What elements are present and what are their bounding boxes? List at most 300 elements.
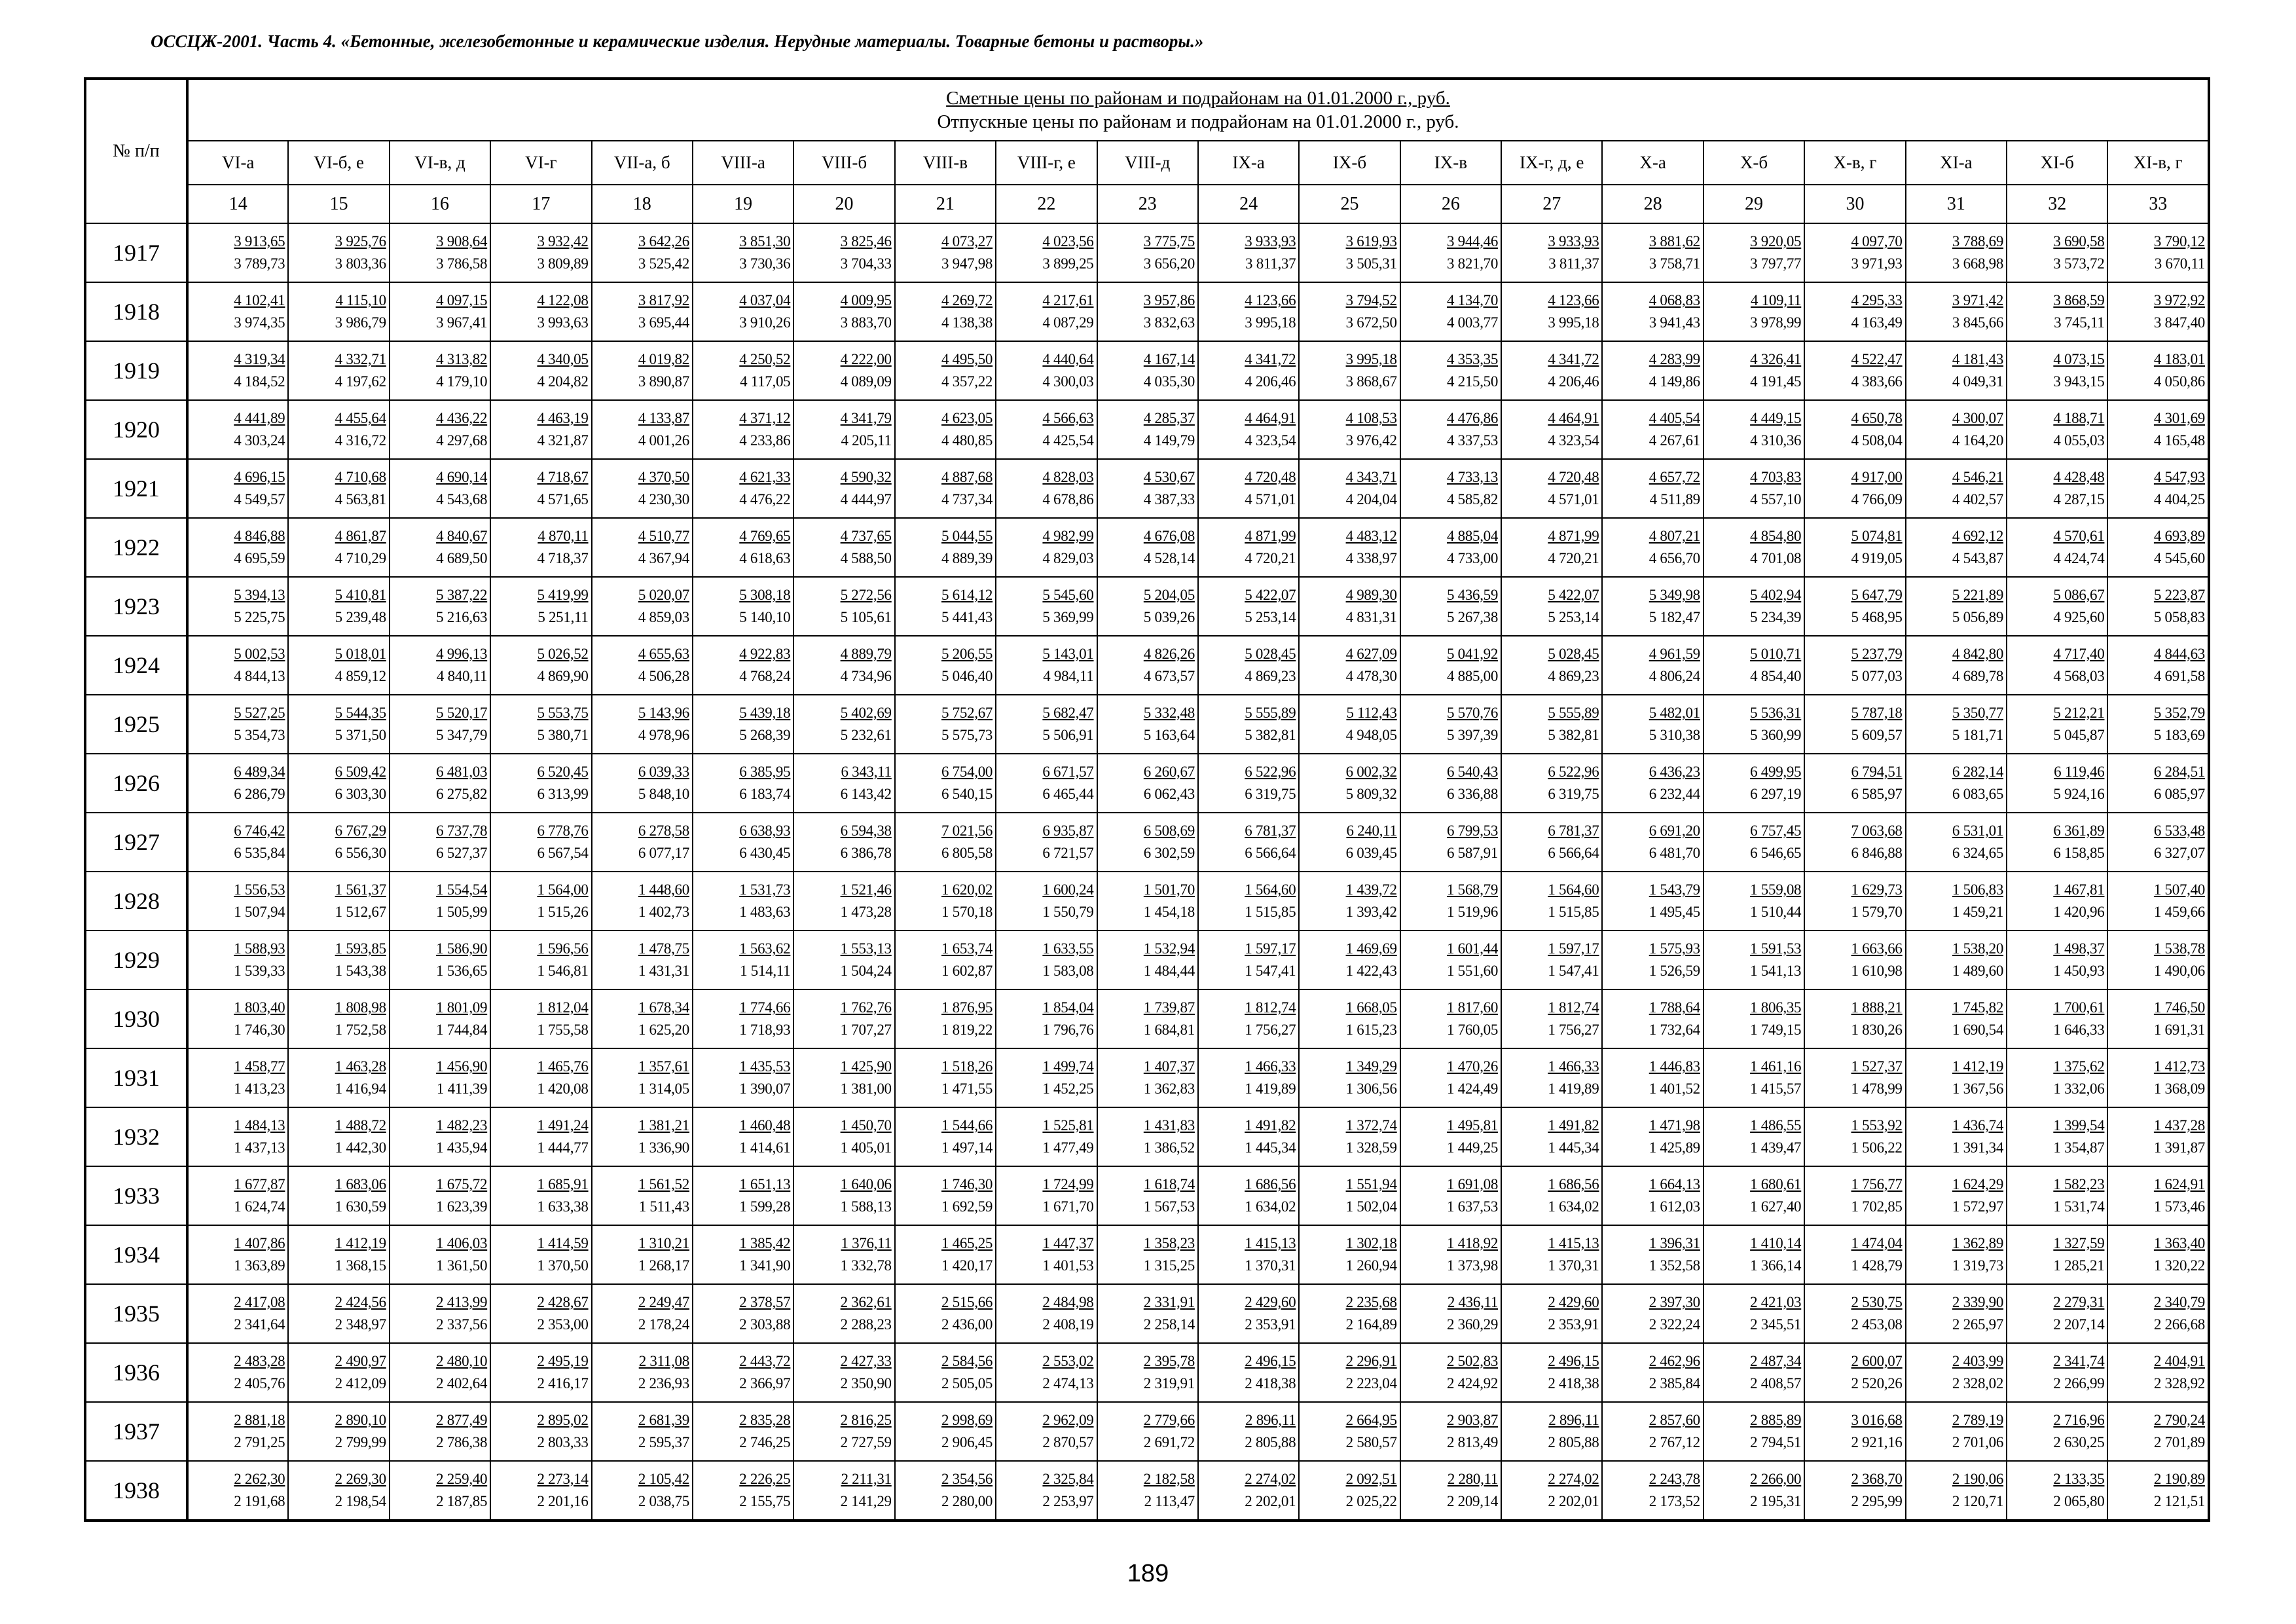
release-price: 1 363,89 <box>234 1257 285 1274</box>
price-cell <box>1501 872 1602 931</box>
price-cell <box>996 1343 1097 1402</box>
release-price: 1 411,39 <box>436 1080 488 1097</box>
price-cell <box>390 931 490 989</box>
release-price: 5 140,10 <box>739 609 791 625</box>
release-price: 1 752,58 <box>335 1022 386 1038</box>
estimated-price: 1 806,35 <box>1750 999 1802 1016</box>
price-cell <box>996 341 1097 400</box>
release-price: 1 599,28 <box>739 1198 791 1215</box>
release-price: 5 924,16 <box>2053 786 2105 802</box>
estimated-price: 4 710,68 <box>335 469 386 485</box>
price-cell <box>1400 695 1501 754</box>
release-price: 4 387,33 <box>1143 491 1195 507</box>
release-price: 1 416,94 <box>335 1080 386 1097</box>
price-cell <box>693 1107 793 1166</box>
price-cell <box>1400 1402 1501 1461</box>
estimated-price: 1 488,72 <box>335 1117 386 1134</box>
price-cell <box>1198 577 1299 636</box>
release-price: 4 919,05 <box>1851 550 1903 566</box>
estimated-price: 1 808,98 <box>335 999 386 1016</box>
price-cell <box>1097 577 1198 636</box>
release-price: 1 567,53 <box>1143 1198 1195 1215</box>
price-cell <box>1804 400 1905 459</box>
price-cell <box>490 695 591 754</box>
release-price: 2 727,59 <box>840 1434 892 1450</box>
release-price: 2 280,00 <box>941 1493 993 1509</box>
release-price: 1 507,94 <box>234 904 285 920</box>
release-price: 1 512,67 <box>335 904 386 920</box>
price-cell <box>187 1343 288 1402</box>
district-header: VIII-б <box>793 141 894 185</box>
estimated-price: 2 890,10 <box>335 1412 386 1428</box>
release-price: 3 525,42 <box>638 255 689 272</box>
estimated-price: 1 561,52 <box>638 1176 689 1192</box>
price-cell <box>895 1402 996 1461</box>
price-cell <box>1299 282 1400 341</box>
price-cell <box>1602 989 1703 1048</box>
price-cell <box>793 282 894 341</box>
estimated-price: 4 690,14 <box>436 469 488 485</box>
release-price: 2 113,47 <box>1144 1493 1195 1509</box>
price-cell <box>288 223 389 282</box>
price-cell <box>592 1284 693 1343</box>
price-cell <box>996 931 1097 989</box>
price-cell <box>793 872 894 931</box>
release-price: 1 602,87 <box>941 963 993 979</box>
estimated-price: 6 757,45 <box>1750 822 1802 839</box>
estimated-price: 1 564,00 <box>537 881 589 898</box>
table-row <box>85 636 2209 695</box>
price-cell <box>288 989 389 1048</box>
price-cell <box>490 872 591 931</box>
price-cell <box>895 813 996 872</box>
estimated-price: 2 249,47 <box>638 1294 689 1310</box>
estimated-price: 5 041,92 <box>1446 646 1499 662</box>
estimated-price: 1 499,74 <box>1042 1058 1094 1075</box>
estimated-price: 2 190,89 <box>2153 1471 2205 1487</box>
table-row <box>85 872 2209 931</box>
price-cell <box>895 1284 996 1343</box>
release-price: 1 386,52 <box>1143 1139 1195 1156</box>
price-cell <box>2007 518 2107 577</box>
price-cell <box>1299 577 1400 636</box>
price-cell <box>490 459 591 518</box>
price-cell <box>1400 577 1501 636</box>
release-price: 6 143,42 <box>840 786 892 802</box>
estimated-price: 4 285,37 <box>1143 410 1195 426</box>
release-price: 1 401,52 <box>1649 1080 1700 1097</box>
release-price: 1 573,46 <box>2153 1198 2205 1215</box>
release-price: 4 367,94 <box>638 550 689 566</box>
estimated-price: 4 097,15 <box>436 292 488 308</box>
release-price: 6 587,91 <box>1446 845 1499 861</box>
release-price: 4 001,26 <box>638 432 689 449</box>
release-price: 5 039,26 <box>1143 609 1195 625</box>
estimated-price: 1 484,13 <box>234 1117 285 1134</box>
estimated-price: 1 460,48 <box>739 1117 791 1134</box>
estimated-price: 6 794,51 <box>1851 764 1903 780</box>
release-price: 2 405,76 <box>234 1375 285 1392</box>
release-price: 4 829,03 <box>1042 550 1094 566</box>
district-header: VI-г <box>490 141 591 185</box>
estimated-price: 4 332,71 <box>335 351 386 367</box>
table-row <box>85 341 2209 400</box>
release-price: 4 733,00 <box>1446 550 1499 566</box>
estimated-price: 6 737,78 <box>436 822 488 839</box>
estimated-price: 1 801,09 <box>436 999 488 1016</box>
price-cell <box>1400 223 1501 282</box>
price-cell <box>996 577 1097 636</box>
estimated-price: 4 073,27 <box>941 233 993 249</box>
estimated-price: 1 568,79 <box>1446 881 1499 898</box>
release-price: 1 504,24 <box>840 963 892 979</box>
price-cell <box>693 872 793 931</box>
price-cell <box>1906 223 2007 282</box>
estimated-price: 4 068,83 <box>1649 292 1700 308</box>
release-price: 1 449,25 <box>1446 1139 1499 1156</box>
release-price: 2 187,85 <box>436 1493 488 1509</box>
price-cell <box>693 282 793 341</box>
estimated-price: 1 624,91 <box>2153 1176 2205 1192</box>
estimated-price: 4 693,89 <box>2153 528 2205 544</box>
estimated-price: 2 502,83 <box>1446 1353 1499 1369</box>
estimated-price: 4 650,78 <box>1851 410 1903 426</box>
estimated-price: 4 313,82 <box>436 351 488 367</box>
price-cell <box>1906 400 2007 459</box>
price-cell <box>1097 1461 1198 1521</box>
price-cell <box>1704 872 1804 931</box>
row-number: 1917 <box>85 223 187 282</box>
column-number: 14 <box>187 185 288 223</box>
price-cell <box>187 695 288 754</box>
price-cell <box>1602 636 1703 695</box>
release-price: 4 402,57 <box>1952 491 2004 507</box>
release-price: 2 418,38 <box>1245 1375 1296 1392</box>
price-cell <box>895 1225 996 1284</box>
estimated-price: 5 647,79 <box>1851 587 1903 603</box>
table-row <box>85 459 2209 518</box>
column-number: 32 <box>2007 185 2107 223</box>
price-cell <box>390 1284 490 1343</box>
estimated-price: 4 961,59 <box>1649 646 1700 662</box>
estimated-price: 2 429,60 <box>1245 1294 1296 1310</box>
price-cell <box>996 518 1097 577</box>
price-cell <box>1704 1107 1804 1166</box>
release-price: 1 478,99 <box>1851 1080 1903 1097</box>
estimated-price: 6 361,89 <box>2053 822 2105 839</box>
estimated-price: 2 462,96 <box>1649 1353 1700 1369</box>
release-price: 1 541,13 <box>1750 963 1802 979</box>
estimated-price: 1 415,13 <box>1548 1235 1599 1251</box>
estimated-price: 4 657,72 <box>1649 469 1700 485</box>
release-price: 1 519,96 <box>1446 904 1499 920</box>
price-cell <box>1198 1343 1299 1402</box>
price-cell <box>2007 695 2107 754</box>
release-price: 2 424,92 <box>1446 1375 1499 1392</box>
release-price: 5 183,69 <box>2153 727 2205 743</box>
release-price: 4 204,82 <box>537 373 589 390</box>
release-price: 1 437,13 <box>234 1139 285 1156</box>
table-row <box>85 1402 2209 1461</box>
estimated-price: 2 105,42 <box>638 1471 689 1487</box>
price-cell <box>1097 341 1198 400</box>
estimated-price: 5 143,96 <box>638 705 689 721</box>
estimated-price: 1 620,02 <box>941 881 993 898</box>
release-price: 4 164,20 <box>1952 432 2004 449</box>
price-cell <box>1804 1402 1905 1461</box>
price-cell <box>793 1048 894 1107</box>
estimated-price: 1 415,13 <box>1245 1235 1296 1251</box>
release-price: 6 275,82 <box>436 786 488 802</box>
table-row <box>85 282 2209 341</box>
price-cell <box>1906 1107 2007 1166</box>
price-cell <box>895 459 996 518</box>
price-cell <box>895 931 996 989</box>
release-price: 1 320,22 <box>2153 1257 2205 1274</box>
price-cell <box>2007 636 2107 695</box>
estimated-price: 1 414,59 <box>537 1235 589 1251</box>
estimated-price: 1 450,70 <box>840 1117 892 1134</box>
estimated-price: 1 478,75 <box>638 940 689 957</box>
price-cell <box>1501 518 1602 577</box>
estimated-price: 1 486,55 <box>1750 1117 1802 1134</box>
estimated-price: 4 870,11 <box>538 528 589 544</box>
release-price: 1 405,01 <box>840 1139 892 1156</box>
release-price: 4 710,29 <box>335 550 386 566</box>
price-cell <box>693 931 793 989</box>
release-price: 2 038,75 <box>638 1493 689 1509</box>
release-price: 1 756,27 <box>1548 1022 1599 1038</box>
release-price: 1 634,02 <box>1548 1198 1599 1215</box>
release-price: 1 551,60 <box>1446 963 1499 979</box>
release-price: 1 401,53 <box>1042 1257 1094 1274</box>
price-cell <box>1198 1107 1299 1166</box>
estimated-price: 2 427,33 <box>840 1353 892 1369</box>
estimated-price: 5 020,07 <box>638 587 689 603</box>
release-price: 3 695,44 <box>638 314 689 331</box>
estimated-price: 2 424,56 <box>335 1294 386 1310</box>
estimated-price: 1 474,04 <box>1851 1235 1903 1251</box>
price-cell <box>1198 282 1299 341</box>
release-price: 1 612,03 <box>1649 1198 1700 1215</box>
estimated-price: 4 996,13 <box>436 646 488 662</box>
release-price: 1 452,25 <box>1042 1080 1094 1097</box>
district-header: XI-в, г <box>2107 141 2209 185</box>
price-cell <box>693 1461 793 1521</box>
price-cell <box>592 636 693 695</box>
price-cell <box>2107 459 2209 518</box>
estimated-price: 3 913,65 <box>234 233 285 249</box>
release-price: 2 341,64 <box>234 1316 285 1333</box>
release-price: 4 323,54 <box>1548 432 1599 449</box>
estimated-price: 6 594,38 <box>840 822 892 839</box>
release-price: 2 453,08 <box>1851 1316 1903 1333</box>
release-price: 3 668,98 <box>1952 255 2004 272</box>
price-cell <box>1704 459 1804 518</box>
release-price: 1 368,09 <box>2153 1080 2205 1097</box>
release-price: 1 354,87 <box>2053 1139 2105 1156</box>
release-price: 1 627,40 <box>1750 1198 1802 1215</box>
estimated-price: 3 851,30 <box>739 233 791 249</box>
release-price: 4 768,24 <box>739 668 791 684</box>
price-cell <box>793 813 894 872</box>
release-price: 1 707,27 <box>840 1022 892 1038</box>
release-price: 6 527,37 <box>436 845 488 861</box>
price-cell <box>1804 1461 1905 1521</box>
price-cell <box>1097 223 1198 282</box>
estimated-price: 7 063,68 <box>1851 822 1903 839</box>
estimated-price: 1 593,85 <box>335 940 386 957</box>
price-cell <box>996 1166 1097 1225</box>
estimated-price: 4 134,70 <box>1446 292 1499 308</box>
estimated-price: 4 570,61 <box>2053 528 2105 544</box>
price-cell <box>2007 1048 2107 1107</box>
price-cell <box>390 872 490 931</box>
estimated-price: 1 575,93 <box>1649 940 1700 957</box>
price-cell <box>1097 695 1198 754</box>
price-cell <box>793 341 894 400</box>
estimated-price: 1 469,69 <box>1345 940 1397 957</box>
price-cell <box>592 518 693 577</box>
column-number: 17 <box>490 185 591 223</box>
release-price: 2 418,38 <box>1548 1375 1599 1392</box>
price-cell <box>1804 1048 1905 1107</box>
release-price: 3 789,73 <box>234 255 285 272</box>
estimated-price: 4 428,48 <box>2053 469 2105 485</box>
release-price: 1 414,61 <box>739 1139 791 1156</box>
estimated-price: 4 495,50 <box>941 351 993 367</box>
price-cell <box>1804 989 1905 1048</box>
price-cell <box>2107 1166 2209 1225</box>
price-cell <box>1198 1048 1299 1107</box>
release-price: 6 721,57 <box>1042 845 1094 861</box>
release-price: 5 371,50 <box>335 727 386 743</box>
estimated-price: 4 455,64 <box>335 410 386 426</box>
price-cell <box>1906 1461 2007 1521</box>
release-price: 4 087,29 <box>1042 314 1094 331</box>
release-price: 2 360,29 <box>1446 1316 1499 1333</box>
estimated-price: 4 861,87 <box>335 528 386 544</box>
price-cell <box>187 223 288 282</box>
estimated-price: 4 627,09 <box>1345 646 1397 662</box>
release-price: 1 454,18 <box>1143 904 1195 920</box>
price-cell <box>390 518 490 577</box>
price-cell <box>2007 1225 2107 1284</box>
column-number: 27 <box>1501 185 1602 223</box>
estimated-price: 1 448,60 <box>638 881 689 898</box>
price-cell <box>1804 577 1905 636</box>
price-cell <box>1704 931 1804 989</box>
price-cell <box>1602 518 1703 577</box>
release-price: 1 366,14 <box>1750 1257 1802 1274</box>
release-price: 1 691,31 <box>2153 1022 2205 1038</box>
release-price: 4 206,46 <box>1245 373 1296 390</box>
district-header: VIII-а <box>693 141 793 185</box>
release-price: 1 502,04 <box>1345 1198 1397 1215</box>
estimated-price: 1 686,56 <box>1548 1176 1599 1192</box>
price-cell <box>2107 754 2209 813</box>
estimated-price: 4 887,68 <box>941 469 993 485</box>
price-cell <box>2107 1107 2209 1166</box>
release-price: 5 046,40 <box>941 668 993 684</box>
price-cell <box>1299 813 1400 872</box>
release-price: 1 332,06 <box>2053 1080 2105 1097</box>
release-price: 1 367,56 <box>1952 1080 2004 1097</box>
release-price: 4 357,22 <box>941 373 993 390</box>
price-cell <box>1602 459 1703 518</box>
estimated-price: 2 716,96 <box>2053 1412 2105 1428</box>
release-price: 1 506,22 <box>1851 1139 1903 1156</box>
table-row <box>85 1284 2209 1343</box>
estimated-price: 4 222,00 <box>840 351 892 367</box>
release-price: 3 995,18 <box>1245 314 1296 331</box>
price-cell <box>1400 1166 1501 1225</box>
price-cell <box>390 341 490 400</box>
release-price: 2 412,09 <box>335 1375 386 1392</box>
estimated-price: 6 520,45 <box>537 764 589 780</box>
release-price: 4 321,87 <box>537 432 589 449</box>
estimated-price: 4 463,19 <box>537 410 589 426</box>
estimated-price: 4 183,01 <box>2153 351 2205 367</box>
price-cell <box>1400 872 1501 931</box>
release-price: 4 191,45 <box>1750 373 1802 390</box>
price-cell <box>187 872 288 931</box>
estimated-price: 4 566,63 <box>1042 410 1094 426</box>
price-cell <box>1400 282 1501 341</box>
release-price: 2 746,25 <box>739 1434 791 1450</box>
price-cell <box>693 636 793 695</box>
price-cell <box>1804 459 1905 518</box>
release-price: 4 425,54 <box>1042 432 1094 449</box>
estimated-price: 1 406,03 <box>436 1235 488 1251</box>
price-cell <box>1299 636 1400 695</box>
price-cell <box>1400 341 1501 400</box>
release-price: 6 556,30 <box>335 845 386 861</box>
estimated-price: 2 487,34 <box>1750 1353 1802 1369</box>
district-header: XI-а <box>1906 141 2007 185</box>
release-price: 3 971,93 <box>1851 255 1903 272</box>
release-price: 2 402,64 <box>436 1375 488 1392</box>
estimated-price: 4 295,33 <box>1851 292 1903 308</box>
price-cell <box>793 459 894 518</box>
estimated-price: 2 790,24 <box>2153 1412 2205 1428</box>
release-price: 3 811,37 <box>1548 255 1599 272</box>
release-price: 4 163,49 <box>1851 314 1903 331</box>
row-number: 1938 <box>85 1461 187 1521</box>
price-cell <box>895 223 996 282</box>
price-cell <box>996 754 1097 813</box>
release-price: 5 253,14 <box>1548 609 1599 625</box>
release-price: 5 809,32 <box>1345 786 1397 802</box>
estimated-price: 1 507,40 <box>2153 881 2205 898</box>
estimated-price: 6 799,53 <box>1446 822 1499 839</box>
price-cell <box>2107 223 2209 282</box>
price-cell <box>1704 1048 1804 1107</box>
estimated-price: 1 498,37 <box>2053 940 2105 957</box>
price-cell <box>390 1225 490 1284</box>
column-number: 20 <box>793 185 894 223</box>
release-price: 3 890,87 <box>638 373 689 390</box>
price-cell <box>490 577 591 636</box>
column-number-row <box>85 185 2209 223</box>
estimated-price: 2 530,75 <box>1851 1294 1903 1310</box>
estimated-price: 3 775,75 <box>1143 233 1195 249</box>
price-cell <box>1501 223 1602 282</box>
release-price: 1 539,33 <box>234 963 285 979</box>
release-price: 1 746,30 <box>234 1022 285 1038</box>
release-price: 3 941,43 <box>1649 314 1700 331</box>
estimated-price: 1 412,19 <box>1952 1058 2004 1075</box>
